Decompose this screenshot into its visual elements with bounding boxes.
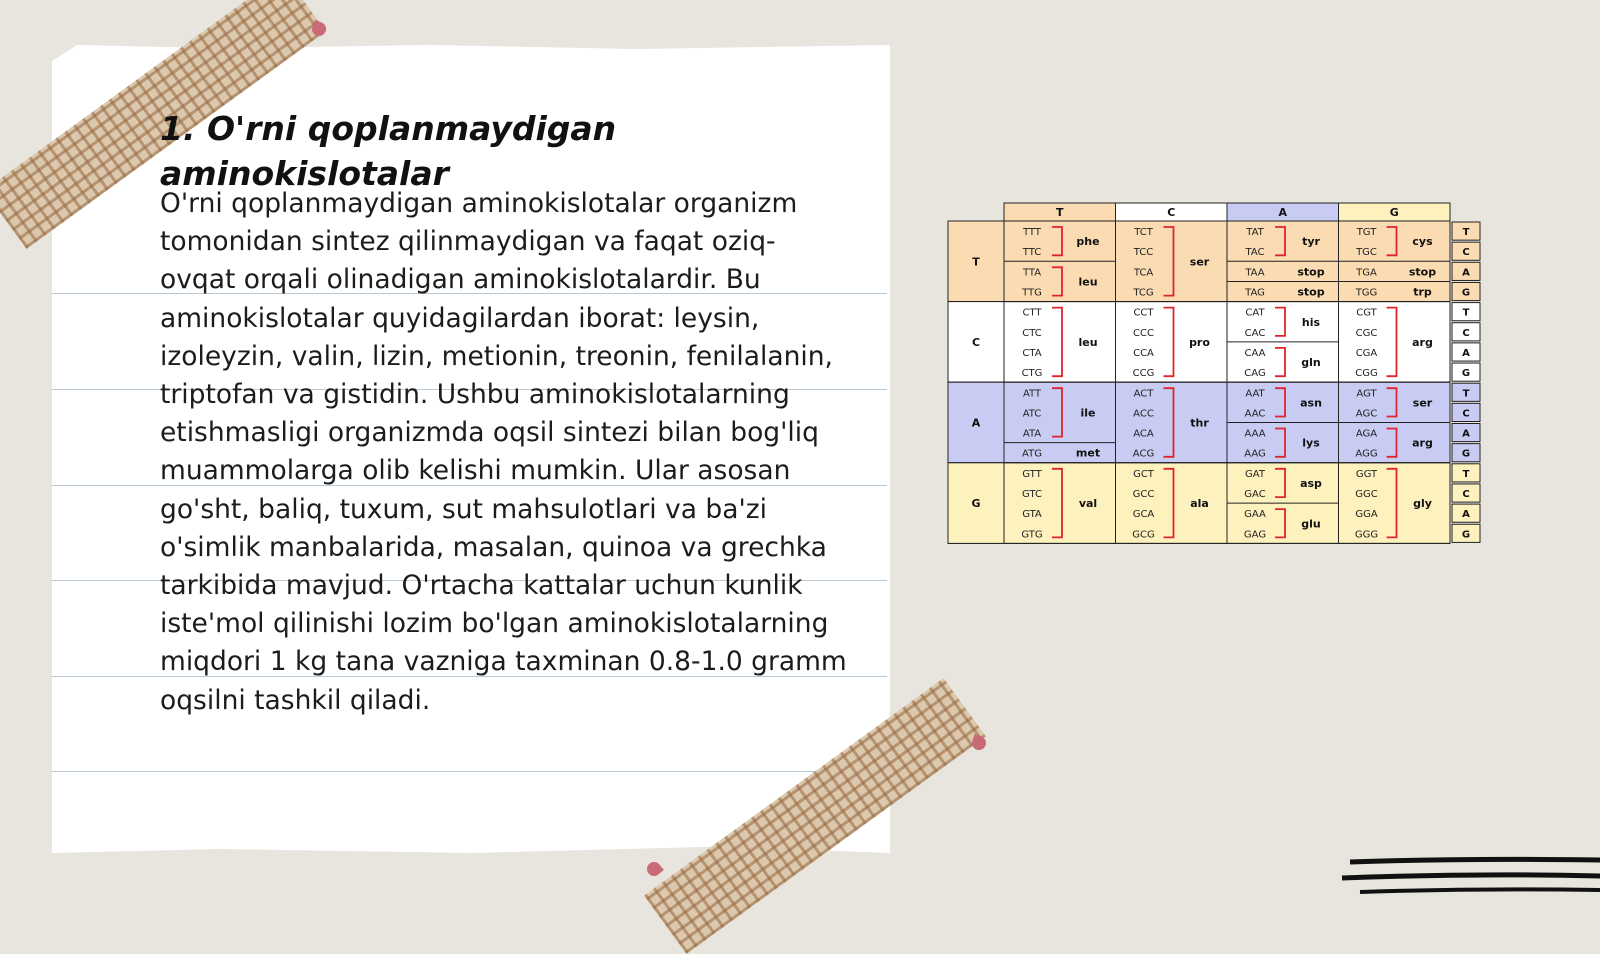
column-header-label: C: [1167, 206, 1176, 219]
codon-label: ACC: [1133, 408, 1154, 420]
codon-label: AGG: [1355, 448, 1378, 460]
amino-acid-label: thr: [1190, 416, 1209, 430]
codon-label: GTT: [1022, 468, 1042, 480]
codon-label: GAT: [1245, 468, 1265, 480]
third-base-label: A: [1462, 267, 1470, 279]
amino-acid-label: phe: [1076, 235, 1100, 249]
codon-label: TTC: [1022, 247, 1042, 259]
codon-label: GGC: [1355, 489, 1378, 501]
codon-label: TCA: [1133, 267, 1154, 279]
third-base-label: C: [1462, 408, 1470, 420]
amino-acid-label: glu: [1301, 517, 1321, 531]
amino-acid-label: asn: [1300, 396, 1322, 410]
row-header-label: A: [971, 416, 981, 430]
third-base-label: C: [1462, 247, 1470, 259]
codon-label: CGC: [1355, 327, 1378, 339]
row-header-label: T: [972, 255, 980, 269]
codon-label: GGG: [1354, 529, 1379, 541]
codon-label: AGT: [1356, 388, 1377, 400]
codon-label: CAA: [1244, 347, 1266, 359]
paper-rule-line: [52, 771, 887, 772]
codon-label: GGT: [1355, 468, 1378, 480]
amino-acid-label: leu: [1078, 335, 1098, 349]
codon-label: GCA: [1132, 509, 1155, 521]
codon-label: ATC: [1022, 408, 1042, 420]
codon-label: CTG: [1021, 368, 1043, 380]
codon-label: AAT: [1245, 388, 1265, 400]
amino-acid-label: stop: [1297, 265, 1325, 279]
codon-label: ACT: [1133, 388, 1154, 400]
codon-label: AAC: [1244, 408, 1266, 420]
third-base-label: G: [1461, 529, 1471, 541]
codon-label: GCT: [1133, 468, 1154, 480]
codon-label: CAT: [1245, 307, 1265, 319]
codon-label: TAC: [1245, 247, 1265, 259]
codon-label: AGA: [1355, 428, 1378, 440]
codon-label: TGA: [1356, 267, 1377, 279]
row-header-label: G: [971, 497, 981, 511]
third-base-label: G: [1461, 448, 1471, 460]
row-header-label: C: [971, 335, 981, 349]
third-base-label: G: [1461, 287, 1471, 299]
codon-label: TTT: [1023, 227, 1041, 239]
third-base-label: T: [1462, 388, 1470, 400]
codon-label: TTA: [1022, 267, 1042, 279]
third-base-label: A: [1462, 428, 1470, 440]
codon-label: GTG: [1021, 529, 1043, 541]
codon-label: CGT: [1356, 307, 1377, 319]
tape-corner-pin-icon: [644, 859, 664, 879]
amino-acid-label: gln: [1301, 356, 1321, 370]
amino-acid-label: leu: [1078, 275, 1098, 289]
third-base-label: T: [1462, 227, 1470, 239]
codon-label: TAT: [1246, 227, 1264, 239]
codon-label: ACA: [1133, 428, 1154, 440]
amino-acid-label: stop: [1408, 265, 1437, 279]
codon-label: TCT: [1134, 227, 1153, 239]
codon-label: TTG: [1022, 287, 1042, 299]
codon-label: TGT: [1356, 227, 1377, 239]
codon-label: GAG: [1243, 529, 1267, 541]
amino-acid-label: stop: [1297, 285, 1325, 299]
codon-label: CTC: [1022, 327, 1042, 339]
codon-label: GGA: [1355, 509, 1378, 521]
amino-acid-label: arg: [1412, 436, 1433, 450]
amino-acid-label: met: [1075, 446, 1101, 460]
decorative-stroke-lines: [1340, 840, 1600, 900]
third-base-label: A: [1462, 347, 1470, 359]
amino-acid-label: asp: [1300, 476, 1322, 490]
codon-label: GCG: [1132, 529, 1155, 541]
codon-label: CGA: [1355, 347, 1378, 359]
amino-acid-label: ser: [1189, 255, 1210, 269]
codon-label: GCC: [1132, 489, 1155, 501]
codon-label: ACG: [1132, 448, 1155, 460]
codon-label: ATT: [1022, 388, 1042, 400]
amino-acid-label: trp: [1413, 285, 1432, 299]
amino-acid-label: arg: [1412, 335, 1433, 349]
codon-label: TAA: [1245, 267, 1265, 279]
column-header-label: G: [1389, 206, 1399, 219]
codon-label: GAA: [1244, 509, 1266, 521]
column-header-label: A: [1278, 206, 1288, 219]
amino-acid-label: gly: [1413, 497, 1432, 511]
third-base-label: C: [1462, 327, 1470, 339]
codon-label: GAC: [1244, 489, 1266, 501]
amino-acid-label: pro: [1189, 335, 1210, 349]
slide-title: 1. O'rni qoplanmaydigan aminokislotalar: [160, 109, 617, 193]
codon-label: AAA: [1244, 428, 1266, 440]
codon-label: AGC: [1355, 408, 1378, 420]
slide-body-text: O'rni qoplanmaydigan aminokislotalar organizm tomonidan sintez qilinmaydigan va faqat oziq-ovqat orqali olinadigan aminokislotalardir. Bu aminokislotalar quyidagilardan iborat: leysin, izoleyzin, valin, lizin, metionin, treonin, fenilalanin, triptofan va gistidin. Ushbu aminokislotalarning etishmasligi organizmda oqsil sintezi bilan bog'liq muammolarga olib kelishi mumkin. Ular asosan go'sht, baliq, tuxum, sut mahsulotlari va ba'zi o'simlik manbalarida, masalan, quinoa va grechka tarkibida mavjud. O'rtacha kattalar uchun kunlik iste'mol qilinishi lozim bo'lgan aminokislotalarning miqdori 1 kg tana vazniga taxminan 0.8-1.0 gramm oqsilni tashkil qiladi.: [160, 188, 847, 716]
amino-acid-label: val: [1078, 497, 1098, 511]
codon-label: ATG: [1022, 448, 1042, 460]
amino-acid-label: ser: [1412, 396, 1433, 410]
codon-label: GTC: [1022, 489, 1042, 501]
amino-acid-label: ala: [1190, 497, 1209, 511]
third-base-label: T: [1462, 468, 1470, 480]
codon-label: CAC: [1244, 327, 1266, 339]
amino-acid-label: his: [1301, 315, 1321, 329]
codon-label: TAG: [1245, 287, 1265, 299]
codon-label: CCT: [1133, 307, 1154, 319]
codon-label: CCG: [1132, 368, 1155, 380]
codon-label: CCC: [1133, 327, 1154, 339]
amino-acid-label: tyr: [1302, 235, 1320, 249]
third-base-label: T: [1462, 307, 1470, 319]
codon-label: TCG: [1133, 287, 1154, 299]
amino-acid-label: ile: [1080, 406, 1096, 420]
codon-label: AAG: [1244, 448, 1266, 460]
codon-label: CTA: [1022, 347, 1042, 359]
codon-label: TGG: [1355, 287, 1378, 299]
third-base-label: G: [1461, 368, 1471, 380]
column-header-label: T: [1055, 206, 1064, 219]
codon-label: CGG: [1355, 368, 1378, 380]
codon-table: [948, 203, 1471, 545]
codon-label: CCA: [1133, 347, 1154, 359]
third-base-label: C: [1462, 489, 1470, 501]
codon-label: CAG: [1244, 368, 1266, 380]
codon-label: GTA: [1022, 509, 1042, 521]
codon-label: TGC: [1356, 247, 1377, 259]
codon-label: CTT: [1022, 307, 1042, 319]
third-base-label: A: [1462, 509, 1470, 521]
codon-label: ATA: [1022, 428, 1042, 440]
codon-label: TCC: [1133, 247, 1154, 259]
amino-acid-label: lys: [1302, 436, 1320, 450]
amino-acid-label: cys: [1412, 235, 1433, 249]
